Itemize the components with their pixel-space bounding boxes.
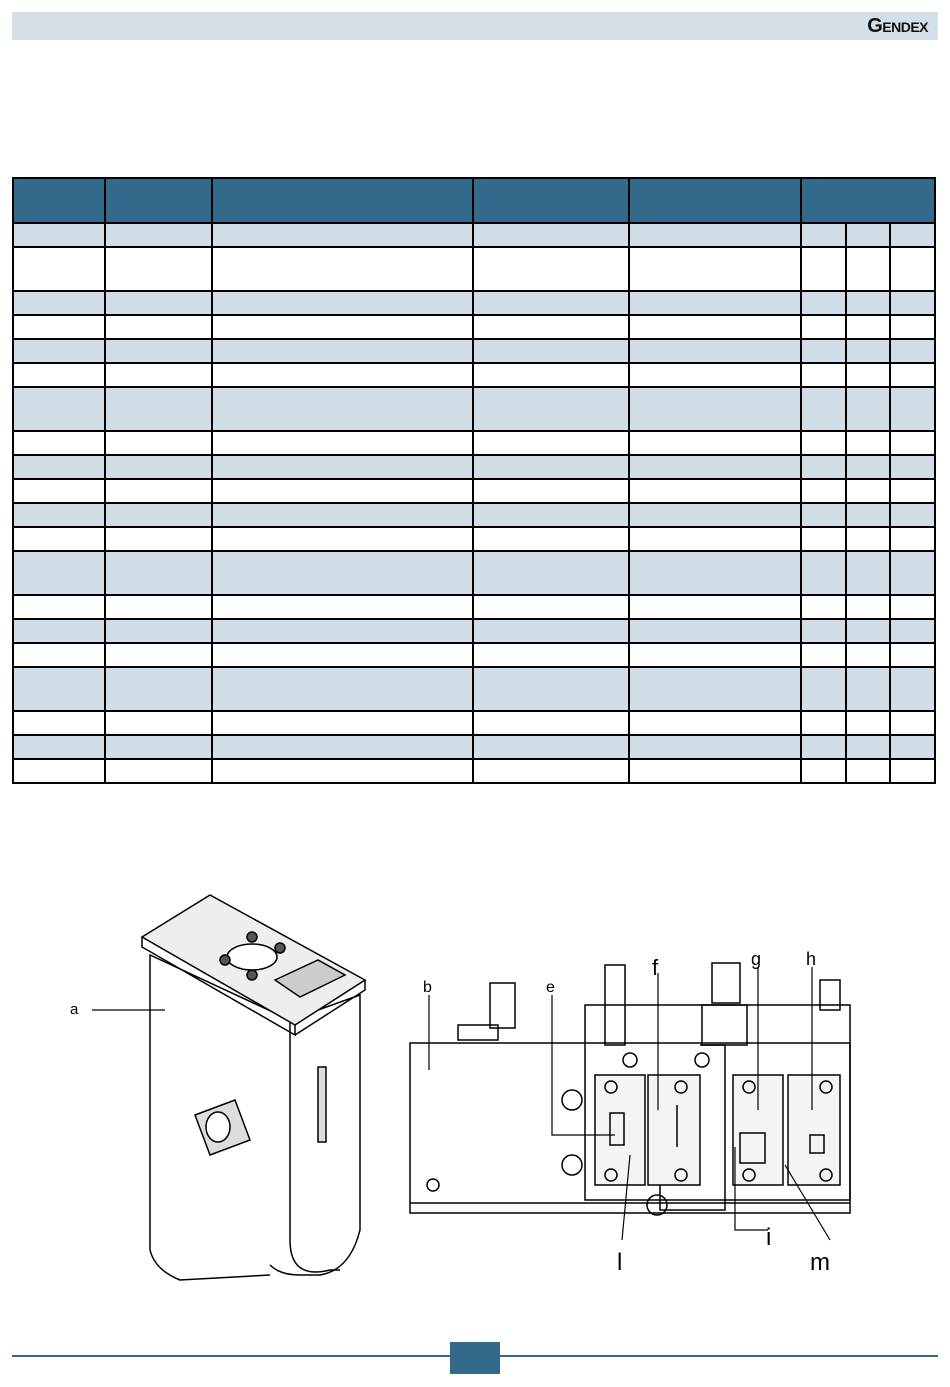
table-cell [629,643,801,667]
table-cell [846,551,890,595]
table-cell [890,711,935,735]
table-cell [13,711,105,735]
table-cell [890,291,935,315]
table-cell [801,667,846,711]
table-row [13,667,935,711]
table-cell [890,387,935,431]
table-cell [801,479,846,503]
table-cell [629,551,801,595]
table-cell [473,503,629,527]
table-cell [105,643,212,667]
table-row [13,619,935,643]
table-cell [105,431,212,455]
table-cell [212,527,473,551]
header-bar [12,12,938,40]
table-cell [846,479,890,503]
table-cell [846,431,890,455]
table-cell [105,667,212,711]
table-cell [629,291,801,315]
table-cell [13,339,105,363]
table-cell [212,291,473,315]
table-cell [629,527,801,551]
table-cell [890,479,935,503]
table-cell [13,291,105,315]
table-cell [801,291,846,315]
table-cell [473,291,629,315]
table-cell [846,667,890,711]
table-cell [890,339,935,363]
table-cell [629,595,801,619]
table-cell [105,223,212,247]
table-cell [846,643,890,667]
figure-label-m: m [810,1249,830,1276]
table-row [13,527,935,551]
table-cell [212,619,473,643]
table-cell [13,315,105,339]
table-cell [629,387,801,431]
table-cell [212,315,473,339]
table-cell [105,503,212,527]
table-row [13,735,935,759]
table-cell [473,595,629,619]
table-cell [212,223,473,247]
table-cell [105,551,212,595]
table-row [13,711,935,735]
table-cell [13,479,105,503]
table-row [13,595,935,619]
table-cell [629,247,801,291]
table-cell [105,479,212,503]
table-cell [629,431,801,455]
table-cell [801,619,846,643]
table-cell [629,619,801,643]
table-cell [473,479,629,503]
table-cell [629,339,801,363]
table-cell [846,363,890,387]
table-cell [846,619,890,643]
table-cell [846,595,890,619]
table-cell [212,643,473,667]
table-cell [801,247,846,291]
table-cell [212,455,473,479]
table-cell [846,291,890,315]
table-cell [105,527,212,551]
table-cell [890,735,935,759]
table-cell [846,339,890,363]
table-cell [13,503,105,527]
table-cell [212,431,473,455]
table-header-cell [212,178,473,223]
table-cell [801,387,846,431]
table-cell [473,619,629,643]
table-cell [473,711,629,735]
table-cell [13,759,105,783]
table-cell [105,363,212,387]
table-cell [212,479,473,503]
table-cell [13,247,105,291]
figure-label-i: i [766,1224,772,1251]
table-cell [801,735,846,759]
table-cell [890,643,935,667]
table-cell [105,315,212,339]
table-cell [13,595,105,619]
table-cell [801,595,846,619]
table-row [13,291,935,315]
table-row [13,503,935,527]
table-cell [105,387,212,431]
table-cell [212,711,473,735]
figure-label-f: f [652,955,659,980]
table-cell [473,551,629,595]
table-row [13,479,935,503]
table-row [13,759,935,783]
table-cell [890,223,935,247]
table-cell [212,387,473,431]
table-cell [801,711,846,735]
table-cell [473,759,629,783]
table-cell [105,247,212,291]
table-cell [846,759,890,783]
table-cell [473,223,629,247]
table-header-cell [629,178,801,223]
figure-label-h: h [806,949,817,969]
table-cell [846,455,890,479]
table-cell [473,455,629,479]
table-cell [629,223,801,247]
table-cell [801,363,846,387]
table-cell [629,735,801,759]
table-cell [473,643,629,667]
table-row [13,455,935,479]
table-cell [473,363,629,387]
table-cell [105,735,212,759]
table-row [13,339,935,363]
table-cell [801,503,846,527]
table-cell [105,455,212,479]
table-cell [105,711,212,735]
tubehead-figure [40,885,880,1285]
page-number-tab [450,1342,500,1374]
table-cell [13,455,105,479]
table-cell [890,247,935,291]
table-cell [846,711,890,735]
table-cell [473,387,629,431]
figure-label-b: b [423,979,432,996]
table-row [13,387,935,431]
table-header-row [13,178,935,223]
tubehead-internal-drawing [410,963,850,1215]
table-cell [890,527,935,551]
table-cell [212,503,473,527]
table-cell [801,643,846,667]
table-cell [890,431,935,455]
table-cell [846,315,890,339]
table-cell [212,595,473,619]
table-cell [473,315,629,339]
table-cell [13,667,105,711]
table-cell [105,619,212,643]
table-header-cell [105,178,212,223]
figure-label-g: g [751,949,762,969]
table-cell [801,339,846,363]
table-cell [105,759,212,783]
table-cell [473,527,629,551]
table-row [13,223,935,247]
table-cell [801,315,846,339]
table-cell [846,247,890,291]
table-cell [629,667,801,711]
tubehead-housing-drawing [142,895,365,1280]
table-cell [13,551,105,595]
figure-label-l: l [617,1249,623,1276]
table-cell [846,735,890,759]
table-row [13,363,935,387]
table-cell [212,339,473,363]
table-row [13,643,935,667]
table-cell [629,363,801,387]
table-cell [890,551,935,595]
table-cell [105,595,212,619]
table-cell [212,759,473,783]
table-cell [629,711,801,735]
table-cell [13,619,105,643]
table-row [13,551,935,595]
table-cell [629,455,801,479]
table-cell [212,247,473,291]
table-cell [212,667,473,711]
table-cell [890,595,935,619]
table-cell [890,759,935,783]
parts-table [12,177,936,784]
table-cell [846,223,890,247]
table-cell [212,363,473,387]
table-cell [473,735,629,759]
gendex-logo: Gendex [867,15,928,37]
table-cell [473,247,629,291]
table-cell [105,291,212,315]
table-cell [13,527,105,551]
table-cell [212,551,473,595]
table-cell [890,315,935,339]
table-cell [473,667,629,711]
table-cell [473,339,629,363]
table-row [13,315,935,339]
table-cell [13,387,105,431]
table-row [13,247,935,291]
table-cell [890,455,935,479]
table-cell [629,503,801,527]
table-header-cell [13,178,105,223]
table-header-cell [801,178,935,223]
table-cell [13,223,105,247]
table-cell [801,455,846,479]
table-cell [801,223,846,247]
table-cell [890,667,935,711]
table-cell [846,527,890,551]
table-cell [13,431,105,455]
table-body [13,223,935,783]
table-cell [890,503,935,527]
table-header-cell [473,178,629,223]
table-cell [801,759,846,783]
table-row [13,431,935,455]
table-cell [13,735,105,759]
table-cell [629,315,801,339]
table-cell [890,363,935,387]
table-cell [212,735,473,759]
table-cell [846,503,890,527]
table-cell [13,363,105,387]
table-cell [629,759,801,783]
figure-label-e: e [546,979,555,996]
table-cell [846,387,890,431]
figure-label-a: a [70,1001,79,1018]
table-cell [801,431,846,455]
table-cell [801,527,846,551]
table-cell [629,479,801,503]
table-cell [13,643,105,667]
table-cell [105,339,212,363]
table-cell [473,431,629,455]
table-cell [801,551,846,595]
table-cell [890,619,935,643]
